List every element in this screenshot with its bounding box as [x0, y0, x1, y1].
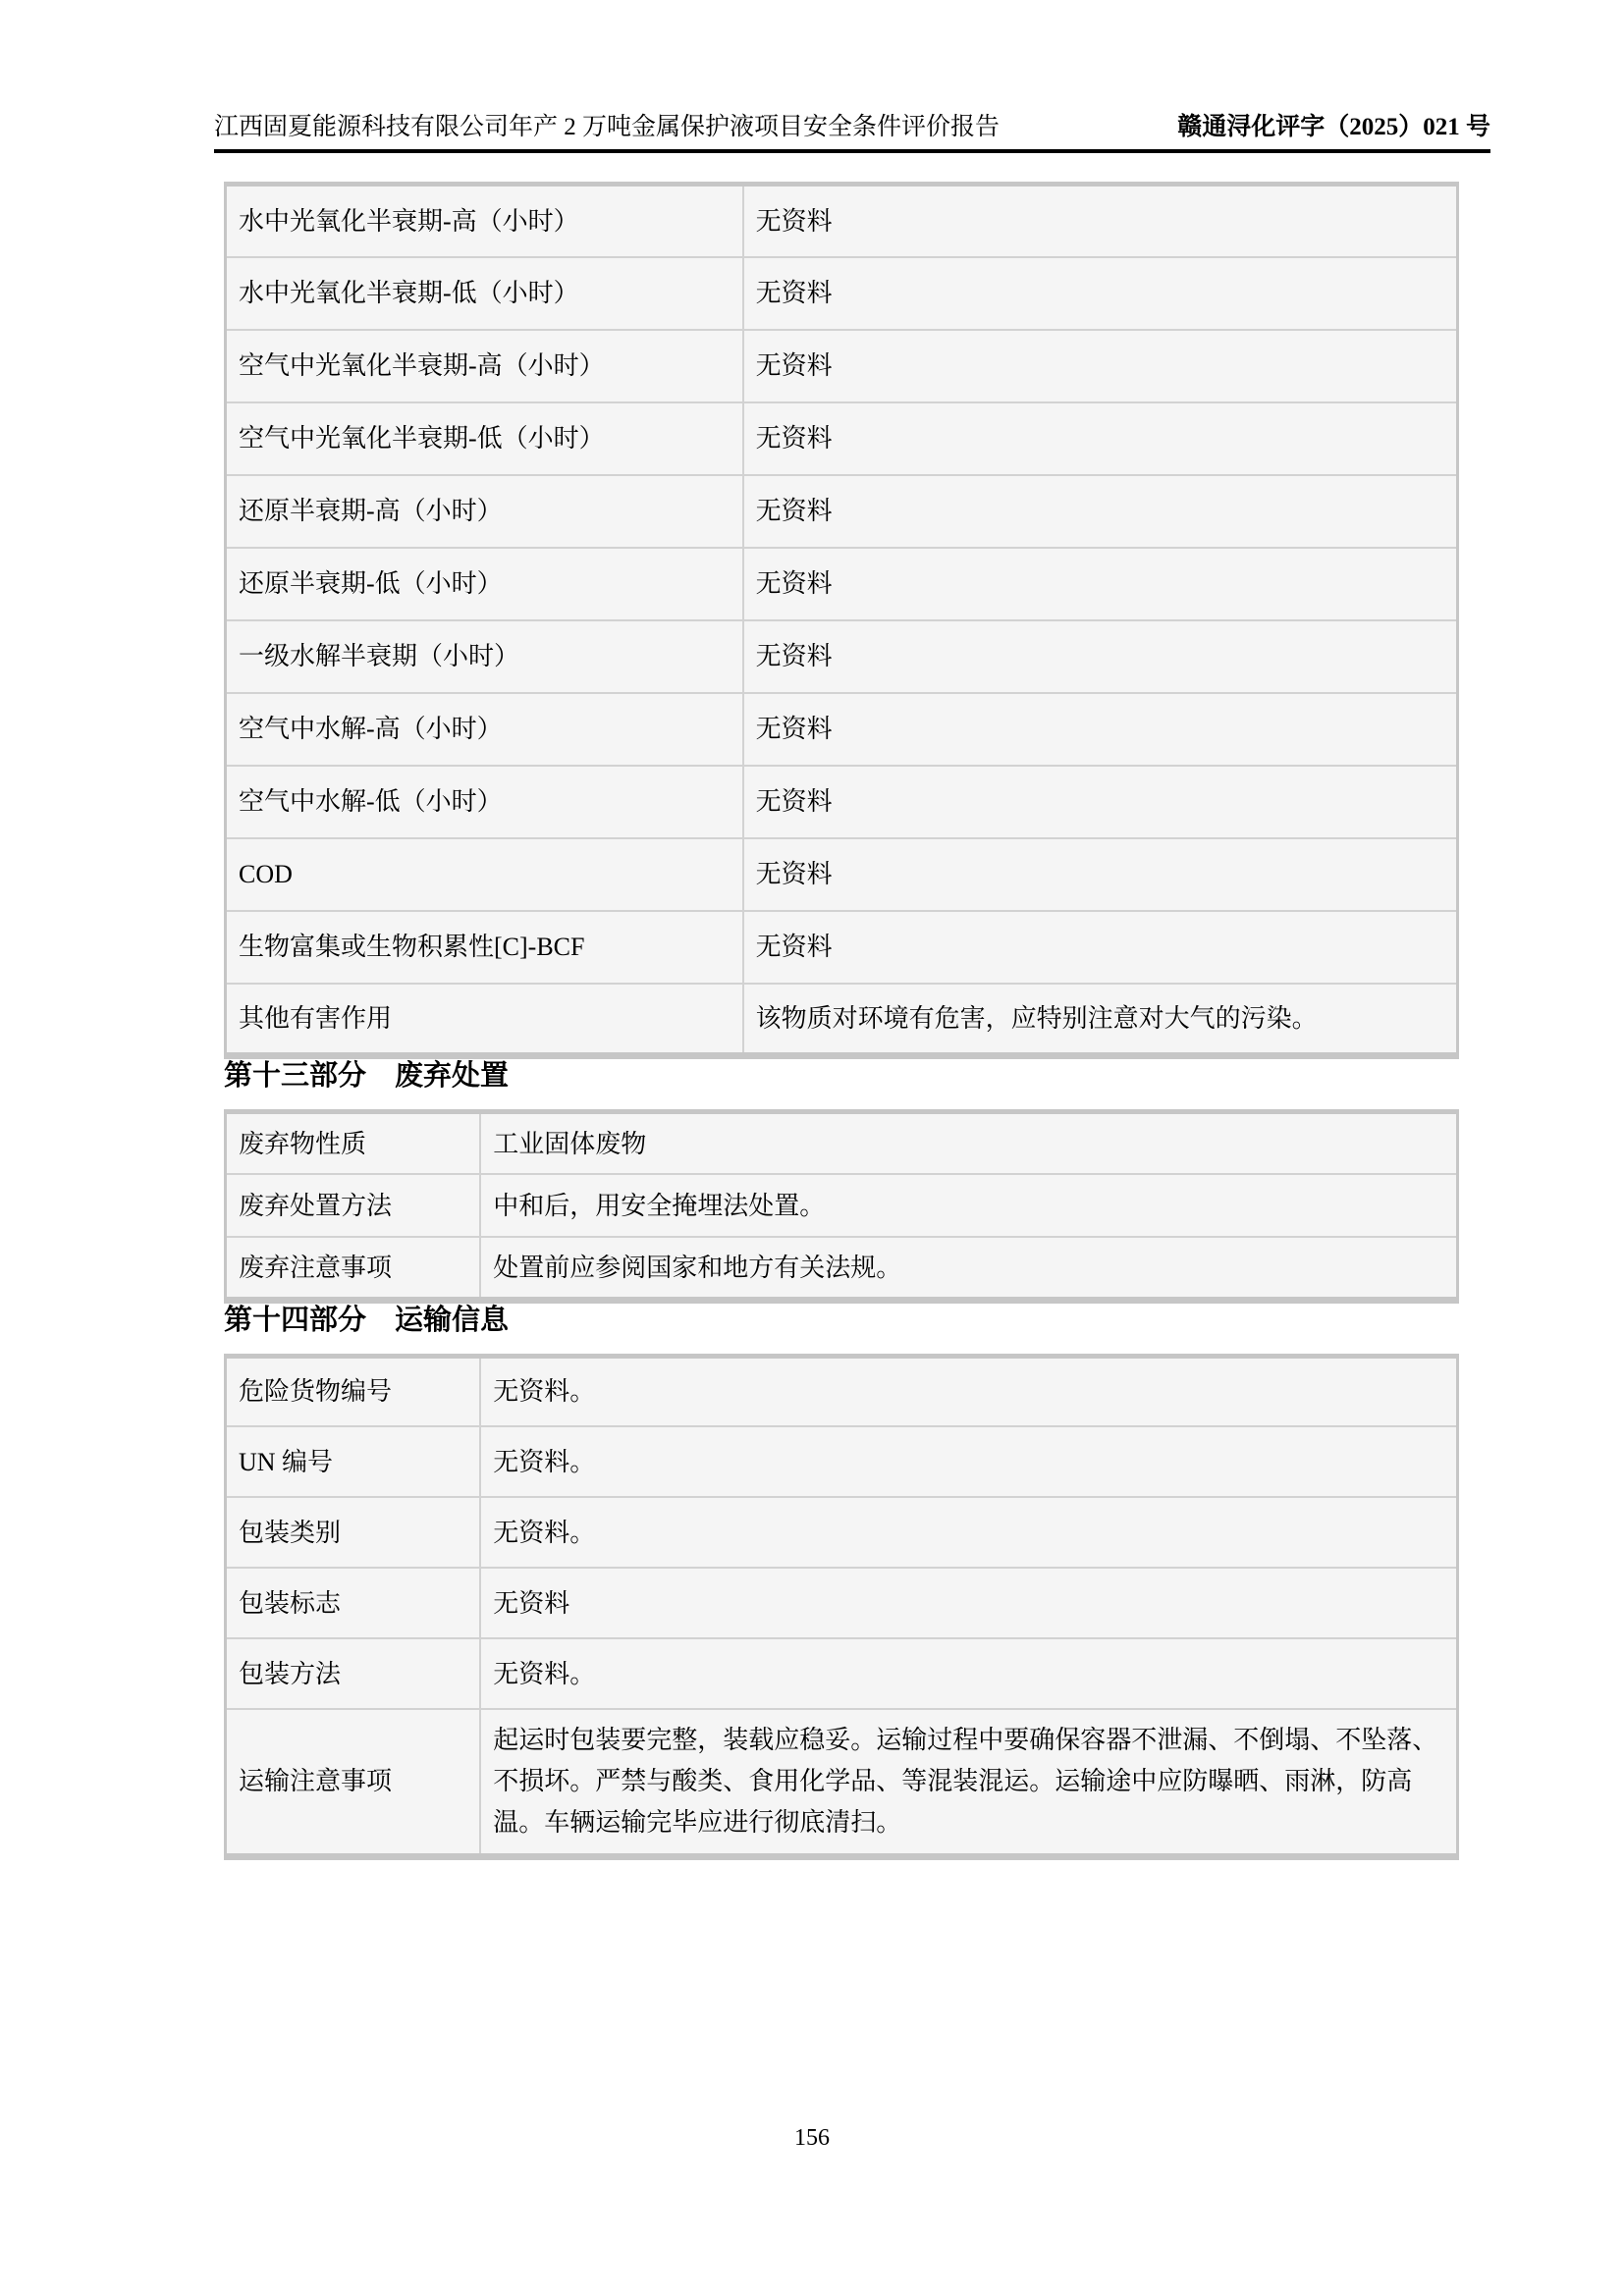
property-value-cell: 工业固体废物 — [480, 1111, 1457, 1174]
property-value-cell: 无资料 — [743, 330, 1458, 402]
property-label-cell: 空气中水解-高（小时） — [226, 693, 743, 766]
property-value-cell: 无资料 — [743, 693, 1458, 766]
table-row — [226, 475, 1458, 548]
property-label-cell: 运输注意事项 — [226, 1709, 481, 1857]
property-label-cell: 废弃物性质 — [226, 1111, 481, 1174]
table-row — [226, 693, 1458, 766]
property-label-cell: 包装标志 — [226, 1568, 481, 1638]
property-value-cell: 无资料。 — [480, 1638, 1457, 1709]
table-row — [226, 1497, 1458, 1568]
section-14-heading: 第十四部分 运输信息 — [224, 1304, 510, 1336]
property-value-cell: 无资料 — [743, 911, 1458, 984]
property-label-cell: 空气中光氧化半衰期-低（小时） — [226, 402, 743, 475]
property-label-cell: 其他有害作用 — [226, 984, 743, 1056]
table-row — [226, 1356, 1458, 1426]
table-row — [226, 257, 1458, 330]
property-value-cell: 该物质对环境有危害，应特别注意对大气的污染。 — [743, 984, 1458, 1056]
property-value-cell: 中和后，用安全掩埋法处置。 — [480, 1174, 1457, 1237]
property-value-cell: 无资料 — [743, 257, 1458, 330]
section-13-heading: 第十三部分 废弃处置 — [224, 1060, 510, 1092]
property-label-cell: 还原半衰期-高（小时） — [226, 475, 743, 548]
property-label-cell: 废弃处置方法 — [226, 1174, 481, 1237]
property-label-cell: UN 编号 — [226, 1426, 481, 1497]
table-row — [226, 548, 1458, 620]
property-label-cell: 空气中光氧化半衰期-高（小时） — [226, 330, 743, 402]
property-label-cell: 空气中水解-低（小时） — [226, 766, 743, 838]
property-label-cell: 包装方法 — [226, 1638, 481, 1709]
page-footer — [0, 2125, 1624, 2152]
property-value-cell: 无资料 — [743, 475, 1458, 548]
table-row — [226, 984, 1458, 1056]
property-value-cell: 无资料 — [743, 548, 1458, 620]
eco-properties-table — [224, 182, 1459, 1059]
property-value-cell: 无资料。 — [480, 1356, 1457, 1426]
table-row — [226, 1638, 1458, 1709]
table-row — [226, 330, 1458, 402]
property-value-cell: 无资料 — [743, 185, 1458, 257]
report-title: 江西固夏能源科技有限公司年产 2 万吨金属保护液项目安全条件评价报告 — [214, 114, 1001, 140]
table-row — [226, 1237, 1458, 1300]
property-value-cell: 无资料。 — [480, 1426, 1457, 1497]
table-row — [226, 838, 1458, 911]
table-row — [226, 402, 1458, 475]
property-value-cell: 起运时包装要完整，装载应稳妥。运输过程中要确保容器不泄漏、不倒塌、不坠落、不损坏。严禁与酸类、食用化学品、等混装混运。运输途中应防曝晒、雨淋，防高温。车辆运输完毕应进行彻底清扫。 — [480, 1709, 1457, 1857]
property-label-cell: 一级水解半衰期（小时） — [226, 620, 743, 693]
property-value-cell: 无资料 — [743, 766, 1458, 838]
property-label-cell: 还原半衰期-低（小时） — [226, 548, 743, 620]
doc-number: 赣通浔化评字（2025）021 号 — [1177, 114, 1490, 140]
page-header — [214, 112, 1490, 153]
waste-disposal-table — [224, 1109, 1459, 1304]
table-row — [226, 620, 1458, 693]
property-value-cell: 无资料 — [743, 402, 1458, 475]
property-value-cell: 无资料 — [743, 620, 1458, 693]
table-row — [226, 1426, 1458, 1497]
property-label-cell: 废弃注意事项 — [226, 1237, 481, 1300]
property-value-cell: 处置前应参阅国家和地方有关法规。 — [480, 1237, 1457, 1300]
table-row — [226, 185, 1458, 257]
table-row — [226, 1174, 1458, 1237]
property-value-cell: 无资料 — [480, 1568, 1457, 1638]
page-content — [224, 182, 1459, 1860]
property-label-cell: 水中光氧化半衰期-低（小时） — [226, 257, 743, 330]
page-number: 156 — [794, 2125, 830, 2151]
property-value-cell: 无资料 — [743, 838, 1458, 911]
property-label-cell: 水中光氧化半衰期-高（小时） — [226, 185, 743, 257]
property-label-cell: 包装类别 — [226, 1497, 481, 1568]
table-row — [226, 911, 1458, 984]
table-row — [226, 1709, 1458, 1857]
table-row — [226, 1568, 1458, 1638]
property-label-cell: COD — [226, 838, 743, 911]
property-label-cell: 生物富集或生物积累性[C]-BCF — [226, 911, 743, 984]
table-row — [226, 1111, 1458, 1174]
transport-info-table — [224, 1354, 1459, 1861]
table-row — [226, 766, 1458, 838]
property-value-cell: 无资料。 — [480, 1497, 1457, 1568]
property-label-cell: 危险货物编号 — [226, 1356, 481, 1426]
